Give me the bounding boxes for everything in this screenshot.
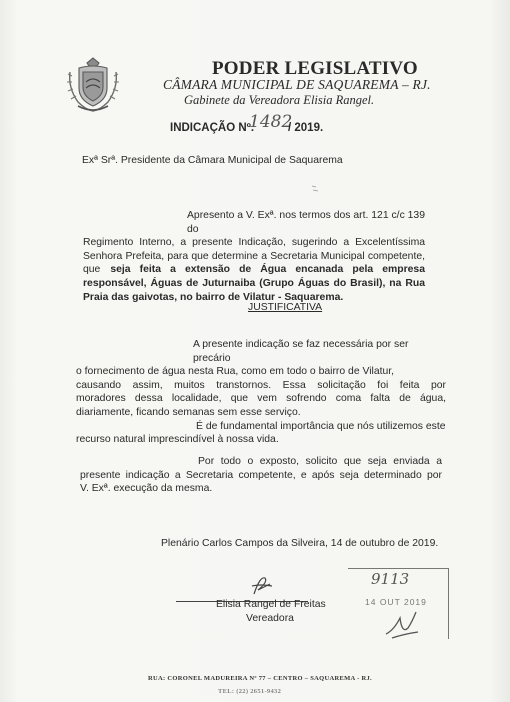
paragraph-bold-line: responsável, Águas de Juturnaiba (Grupo Águas do Brasil), na Rua [83, 277, 425, 289]
justification-heading: JUSTIFICATIVA [248, 302, 323, 313]
paragraph-justification [76, 338, 446, 447]
paragraph-text: que [83, 264, 101, 276]
paragraph-request [83, 209, 425, 304]
addressee-line: Exª Srª. Presidente da Câmara Municipal de Saquarema [82, 155, 343, 166]
protocol-number: 9113 [371, 570, 410, 588]
paragraph-line: causando assim, muitos transtornos. Essa solicitação foi feita por [76, 379, 446, 391]
signatory-name: Elisia Rangel de Freitas [216, 599, 326, 610]
paragraph-line: recurso natural imprescindível à nossa vida. [76, 434, 279, 446]
indicacao-label: INDICAÇÃO Nº. [170, 122, 255, 134]
paragraph-line: Senhora Prefeita, para que determine a Secretaria Municipal competente, [83, 250, 425, 262]
paragraph-line: Por todo o exposto, solicito que seja enviada a [198, 456, 442, 467]
paragraph-line: A presente indicação se faz necessária por ser precário [193, 339, 409, 364]
paragraph-line: presente indicação a Secretaria competente, e após seja determinado por [80, 469, 442, 481]
paragraph-bold-text: seja feita a extensão de Água encanada pela empresa [110, 264, 425, 276]
place-and-date: Plenário Carlos Campos da Silveira, 14 de outubro de 2019. [161, 538, 439, 549]
municipal-crest-icon [64, 54, 122, 114]
cabinet-name: Gabinete da Vereadora Elisia Rangel. [184, 93, 375, 107]
paragraph-closing [80, 455, 442, 496]
paragraph-line: É de fundamental importância que nós utilizemos este [196, 420, 446, 432]
paragraph-line: moradores dessa localidade, que vem sofrendo coma falta de água, [76, 393, 446, 405]
paragraph-line: V. Exª. execução da mesma. [80, 483, 213, 495]
indicacao-number: 1482 [249, 112, 293, 132]
chamber-name: CÂMARA MUNICIPAL DE SAQUAREMA – RJ. [163, 77, 431, 92]
paragraph-line: Regimento Interno, a presente Indicação, sugerindo a Excelentíssima [83, 237, 425, 249]
paragraph-line [83, 263, 425, 277]
paragraph-line: o fornecimento de água nesta Rua, como em todo o bairro de Vilatur, [76, 366, 395, 378]
document-title: PODER LEGISLATIVO [212, 58, 418, 79]
ink-mark-icon [310, 183, 320, 193]
indicacao-year: / 2019. [288, 122, 324, 134]
signatory-role: Vereadora [246, 613, 294, 624]
footer-phone: TEL: (22) 2651-9432 [218, 688, 282, 695]
footer-address: RUA: CORONEL MADUREIRA Nº 77 – CENTRO – SAQUAREMA - RJ. [148, 675, 372, 682]
protocol-date: 14 OUT 2019 [365, 597, 427, 607]
rubric-scribble-icon [382, 608, 422, 642]
paragraph-line: Apresento a V. Exª. nos termos dos art. 121 c/c 139 do [187, 210, 425, 235]
paragraph-bold-line: Praia das gaivotas, no bairro de Vilatur - Saquarema. [83, 291, 344, 303]
paragraph-line: diariamente, ficando semanas sem esse serviço. [76, 406, 301, 418]
signature-scribble-icon [246, 572, 276, 600]
